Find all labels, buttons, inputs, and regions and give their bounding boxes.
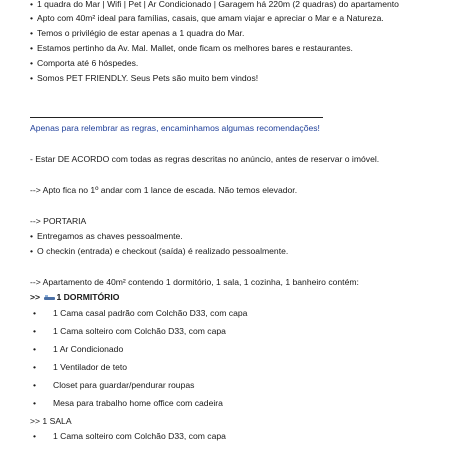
intro-bullet: • Somos PET FRIENDLY. Seus Pets são muito bem vindos!: [30, 73, 258, 84]
floor-line: --> Apto fica no 1º andar com 1 lance de escada. Não temos elevador.: [30, 185, 298, 195]
portaria-item: • O checkin (entrada) e checkout (saída) é realizado pessoalmente.: [30, 246, 288, 257]
intro-bullet: • Estamos pertinho da Av. Mal. Mallet, onde ficam os melhores bares e restaurantes.: [30, 43, 353, 54]
dormitorio-title: 1 DORMITÓRIO: [56, 292, 120, 302]
rules-heading: Apenas para relembrar as regras, encaminhamos algumas recomendações!: [30, 123, 320, 133]
document-page: • 1 quadra do Mar | Wifi | Pet | Ar Condicionado | Garagem há 220m (2 quadras) do apartamento • Apto com 40m² ideal para famílias, casais, que amam viajar e apreciar o Mar e a Natureza. • Temos o privilégio de estar apenas a 1 quadra do Mar. • Estamos pertinho da Av. Mal. Mallet, onde ficam os melhores bares e restaurantes. • Comporta até 6 hóspedes. • Somos PET FRIENDLY. Seus Pets são muito bem vindos! Apenas para relembrar as regras, encaminhamos algumas recomendações! - Estar DE ACORDO com todas as regras descritas no anúncio, antes de reservar o imóvel. --> Apto fica no 1º andar com 1 lance de escada. Não temos elevador. --> PORTARIA • Entregamos as chaves pessoalmente. • O checkin (entrada) e checkout (saída) é realizado pessoalmente. --> Apartamento de 40m² contendo 1 dormitório, 1 sala, 1 cozinha, 1 banheiro contém: >> 1 DORMITÓRIO • 1 Cama casal padrão com Colchão D33, com capa • 1 Cama solteiro com Colchão D33, com capa • 1 Ar Condicionado • 1 Ventilador de teto • Closet para guardar/pendurar roupas • Mesa para trabalho home office com cadeira >> 1 SALA • 1 Cama solteiro com Colchão D33, com capa: [0, 0, 450, 450]
portaria-item: • Entregamos as chaves pessoalmente.: [30, 231, 183, 242]
intro-bullet: • Temos o privilégio de estar apenas a 1 quadra do Mar.: [30, 28, 244, 39]
dormitorio-prefix: >>: [30, 292, 43, 302]
portaria-heading: --> PORTARIA: [30, 216, 87, 226]
agreement-line: - Estar DE ACORDO com todas as regras descritas no anúncio, antes de reservar o imóvel.: [30, 154, 380, 164]
bed-icon: [44, 294, 55, 300]
dormitorio-heading: [30, 292, 119, 303]
intro-bullet: • 1 quadra do Mar | Wifi | Pet | Ar Condicionado | Garagem há 220m (2 quadras) do apartamento: [30, 0, 399, 10]
apartment-line: --> Apartamento de 40m² contendo 1 dormitório, 1 sala, 1 cozinha, 1 banheiro contém:: [30, 277, 359, 287]
section-divider: [30, 117, 323, 118]
intro-bullet: • Apto com 40m² ideal para famílias, casais, que amam viajar e apreciar o Mar e a Natureza.: [30, 13, 384, 24]
sala-heading: >> 1 SALA: [30, 416, 72, 426]
intro-bullet: • Comporta até 6 hóspedes.: [30, 58, 138, 69]
